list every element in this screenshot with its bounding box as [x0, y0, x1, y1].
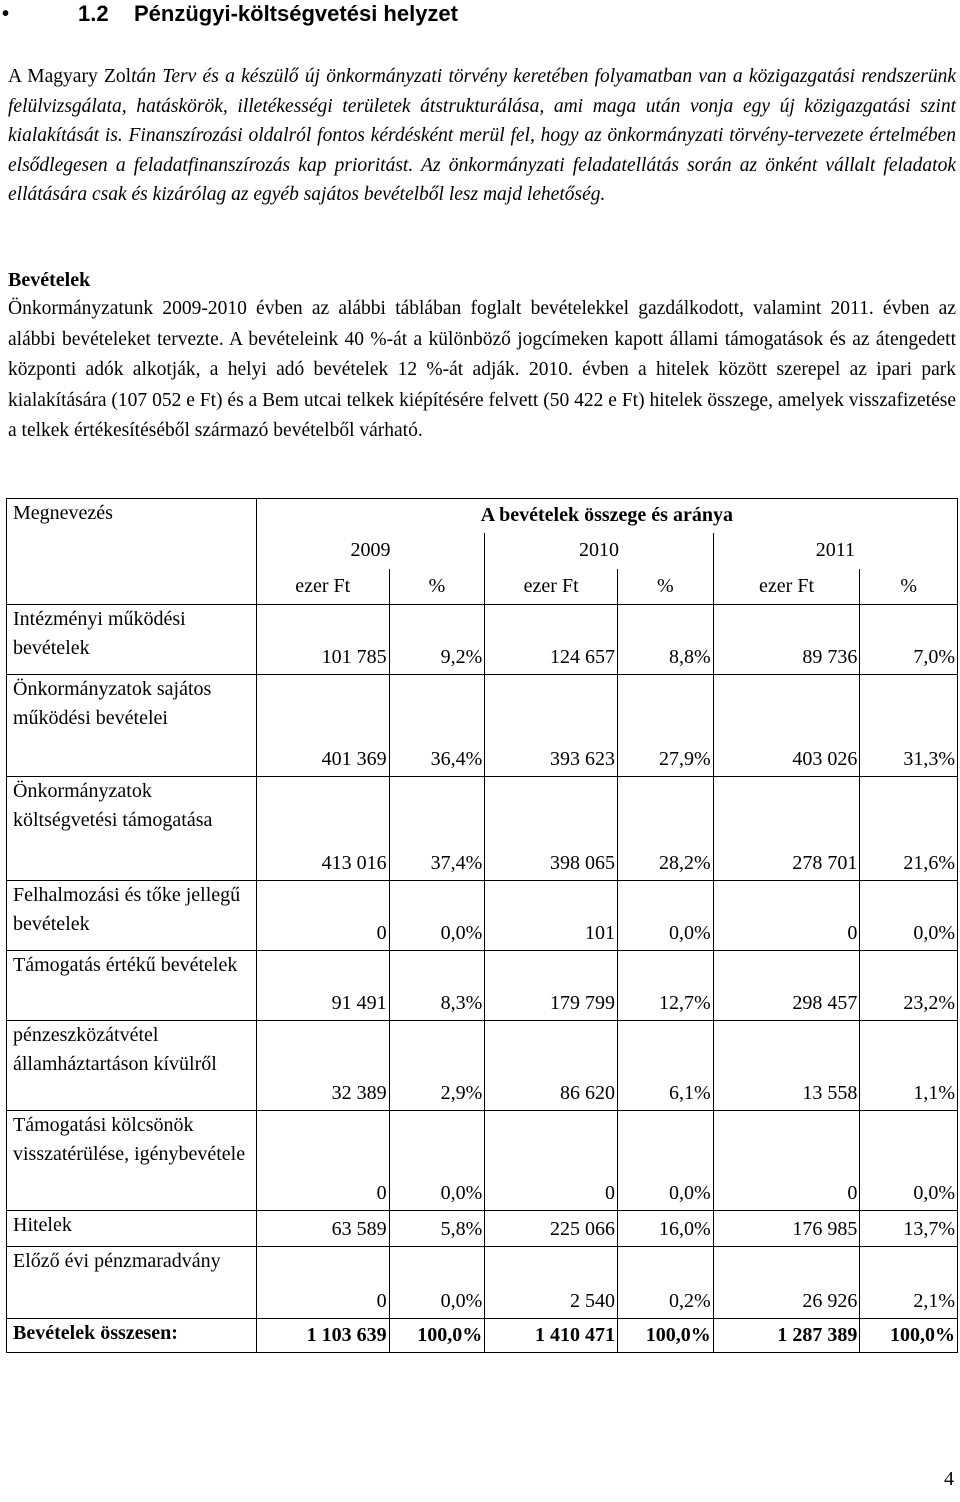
cell-value: 32 389	[256, 1021, 389, 1111]
cell-value: 86 620	[485, 1021, 618, 1111]
cell-value: 2,9%	[389, 1021, 485, 1111]
cell-value: 9,2%	[389, 605, 485, 675]
table-row	[7, 951, 958, 1021]
section-number: 1.2	[78, 1, 109, 26]
unit-header: %	[618, 569, 714, 605]
unit-header: ezer Ft	[256, 569, 389, 605]
total-value: 1 410 471	[485, 1319, 618, 1353]
cell-value: 0,0%	[860, 881, 958, 951]
table-row	[7, 1111, 958, 1211]
year-header: 2009	[256, 533, 484, 569]
cell-value: 26 926	[713, 1247, 860, 1319]
cell-value: 5,8%	[389, 1211, 485, 1247]
cell-value: 6,1%	[618, 1021, 714, 1111]
total-value: 1 287 389	[713, 1319, 860, 1353]
cell-value: 101	[485, 881, 618, 951]
row-label: Támogatás értékű bevételek	[7, 951, 257, 1021]
cell-value: 21,6%	[860, 777, 958, 881]
cell-value: 179 799	[485, 951, 618, 1021]
cell-value: 1,1%	[860, 1021, 958, 1111]
cell-value: 403 026	[713, 675, 860, 777]
name-header: Megnevezés	[7, 499, 257, 605]
cell-value: 7,0%	[860, 605, 958, 675]
table-row	[7, 675, 958, 777]
cell-value: 23,2%	[860, 951, 958, 1021]
revenue-paragraph: Önkormányzatunk 2009-2010 évben az alábbi táblában foglalt bevételekkel gazdálkodott, valamint 2011. évben az alábbi bevételeket tervezte. A bevételeink 40 %-át a különböző jogcímeken kapott állami támogatások és az átengedett központi adók alkotják, a helyi adó bevételek 12 %-át adják. 2010. évben a hitelek között szerepel az ipari park kialakítására (107 052 e Ft) és a Bem utcai telkek kiépítésére felvett (50 422 e Ft) hitelek összege, amelyek visszafizetése a telkek értékesítéséből származó bevételből várható.	[8, 298, 956, 441]
intro-lead: A Magyary Zol	[8, 66, 132, 87]
table-row	[7, 881, 958, 951]
unit-header: ezer Ft	[485, 569, 618, 605]
cell-value: 0,2%	[618, 1247, 714, 1319]
revenue-heading: Bevételek	[8, 269, 91, 291]
cell-value: 401 369	[256, 675, 389, 777]
cell-value: 16,0%	[618, 1211, 714, 1247]
cell-value: 31,3%	[860, 675, 958, 777]
row-label: Önkormányzatok sajátos működési bevételei	[7, 675, 257, 777]
section-title: Pénzügyi-költségvetési helyzet	[134, 1, 458, 26]
cell-value: 12,7%	[618, 951, 714, 1021]
total-value: 100,0%	[860, 1319, 958, 1353]
revenue-table	[6, 498, 958, 1353]
cell-value: 0	[256, 1247, 389, 1319]
bullet-icon: •	[2, 3, 10, 25]
intro-text: tán Terv és a készülő új önkormányzati törvény keretében folyamatban van a közigazgatási rendszerünk felülvizsgálata, hatáskörök, illetékességi területek átstrukturálása, ami maga után vonja egy új közigazgatási szint kialakítását is. Finanszírozási oldalról fontos kérdésként merül fel, hogy az önkormányzati törvény-tervezete értelmében elsődlegesen a feladatfinanszírozás kap prioritást. Az önkormányzati feladatellátás során az önként vállalt feladatok ellátására csak és kizárólag az egyéb sajátos bevételből lesz majd lehetőség.	[8, 66, 956, 206]
cell-value: 91 491	[256, 951, 389, 1021]
total-value: 100,0%	[618, 1319, 714, 1353]
cell-value: 27,9%	[618, 675, 714, 777]
year-header: 2010	[485, 533, 713, 569]
table-row	[7, 1021, 958, 1111]
cell-value: 28,2%	[618, 777, 714, 881]
cell-value: 0	[713, 881, 860, 951]
cell-value: 0	[256, 881, 389, 951]
cell-value: 393 623	[485, 675, 618, 777]
cell-value: 0,0%	[389, 881, 485, 951]
cell-value: 124 657	[485, 605, 618, 675]
unit-header: ezer Ft	[713, 569, 860, 605]
cell-value: 0,0%	[860, 1111, 958, 1211]
cell-value: 36,4%	[389, 675, 485, 777]
cell-value: 413 016	[256, 777, 389, 881]
cell-value: 0,0%	[618, 881, 714, 951]
group-header: A bevételek összege és aránya	[256, 499, 957, 533]
cell-value: 278 701	[713, 777, 860, 881]
cell-value: 13,7%	[860, 1211, 958, 1247]
intro-paragraph	[8, 62, 956, 210]
row-label: pénzeszközátvétel államháztartáson kívülről	[7, 1021, 257, 1111]
cell-value: 298 457	[713, 951, 860, 1021]
row-label: Intézményi működési bevételek	[7, 605, 257, 675]
cell-value: 176 985	[713, 1211, 860, 1247]
cell-value: 225 066	[485, 1211, 618, 1247]
cell-value: 0,0%	[389, 1111, 485, 1211]
cell-value: 0	[256, 1111, 389, 1211]
row-label: Önkormányzatok költségvetési támogatása	[7, 777, 257, 881]
cell-value: 37,4%	[389, 777, 485, 881]
cell-value: 13 558	[713, 1021, 860, 1111]
cell-value: 2,1%	[860, 1247, 958, 1319]
year-header: 2011	[713, 533, 957, 569]
table-row	[7, 605, 958, 675]
total-row	[7, 1319, 958, 1353]
unit-header: %	[389, 569, 485, 605]
cell-value: 63 589	[256, 1211, 389, 1247]
cell-value: 8,8%	[618, 605, 714, 675]
cell-value: 2 540	[485, 1247, 618, 1319]
page-number: 4	[944, 1468, 954, 1490]
cell-value: 398 065	[485, 777, 618, 881]
cell-value: 0	[713, 1111, 860, 1211]
total-value: 100,0%	[389, 1319, 485, 1353]
cell-value: 89 736	[713, 605, 860, 675]
total-value: 1 103 639	[256, 1319, 389, 1353]
total-label: Bevételek összesen:	[7, 1319, 257, 1353]
section-heading	[0, 0, 960, 34]
table-row	[7, 1247, 958, 1319]
table-row	[7, 777, 958, 881]
row-label: Előző évi pénzmaradvány	[7, 1247, 257, 1319]
row-label: Hitelek	[7, 1211, 257, 1247]
row-label: Támogatási kölcsönök visszatérülése, igénybevétele	[7, 1111, 257, 1211]
table-row	[7, 1211, 958, 1247]
cell-value: 8,3%	[389, 951, 485, 1021]
cell-value: 0,0%	[618, 1111, 714, 1211]
unit-header: %	[860, 569, 958, 605]
cell-value: 0,0%	[389, 1247, 485, 1319]
cell-value: 0	[485, 1111, 618, 1211]
row-label: Felhalmozási és tőke jellegű bevételek	[7, 881, 257, 951]
cell-value: 101 785	[256, 605, 389, 675]
